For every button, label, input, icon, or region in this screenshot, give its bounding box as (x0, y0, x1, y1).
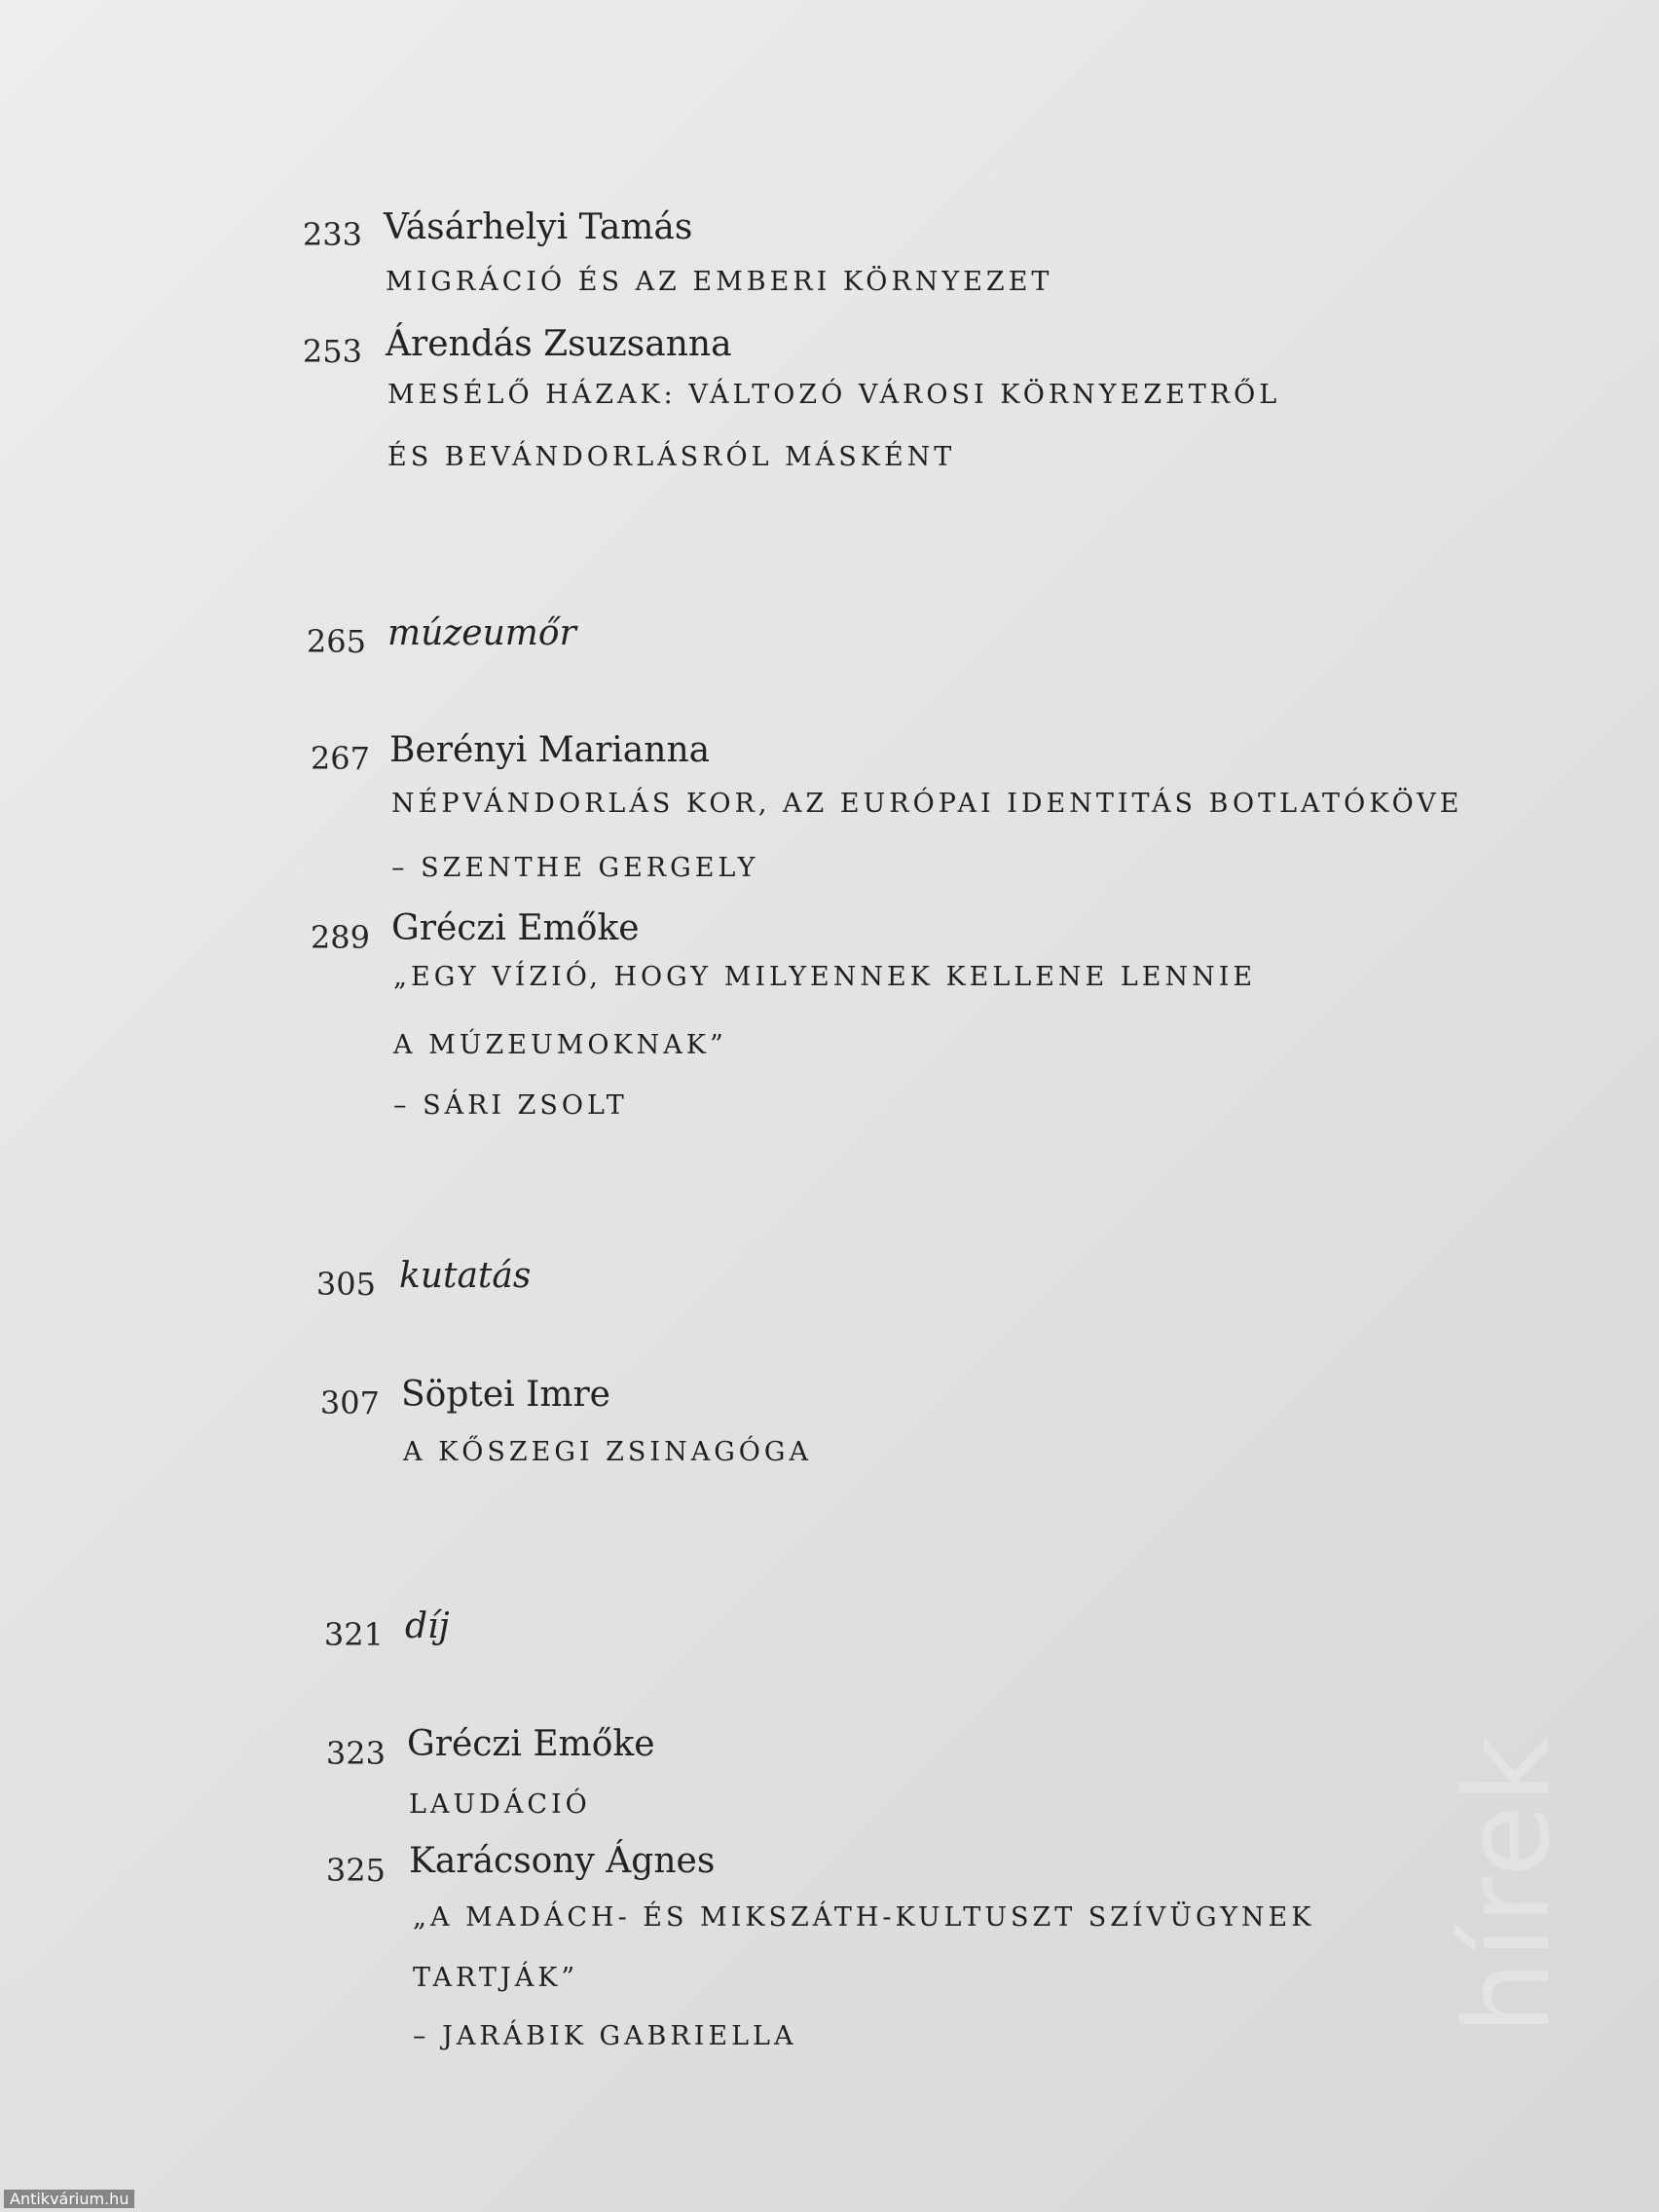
article-title: LAUDÁCIÓ (409, 1789, 591, 1820)
author-name: Árendás Zsuzsanna (386, 324, 732, 364)
page-number: 289 (310, 919, 370, 956)
author-name: Söptei Imre (401, 1375, 610, 1415)
article-title: NÉPVÁNDORLÁS KOR, AZ EURÓPAI IDENTITÁS BOTLATÓKÖVE (391, 789, 1463, 819)
article-title-continued: A MÚZEUMOKNAK” (393, 1030, 727, 1060)
author-name: Vásárhelyi Tamás (384, 207, 693, 247)
page-number: 321 (323, 1616, 384, 1653)
article-title: A KŐSZEGI ZSINAGÓGA (403, 1437, 812, 1467)
article-title: MIGRÁCIÓ ÉS AZ EMBERI KÖRNYEZET (386, 267, 1053, 297)
section-heading: múzeumőr (387, 613, 576, 653)
section-heading: kutatás (399, 1256, 532, 1296)
author-name: Gréczi Emőke (407, 1724, 655, 1764)
article-title: MESÉLŐ HÁZAK: VÁLTOZÓ VÁROSI KÖRNYEZETRŐL (387, 380, 1281, 410)
article-subtitle: – JARÁBIK GABRIELLA (413, 2021, 797, 2051)
section-heading: díj (405, 1606, 450, 1646)
author-name: Gréczi Emőke (391, 908, 640, 948)
author-name: Karácsony Ágnes (409, 1841, 716, 1881)
article-title-continued: ÉS BEVÁNDORLÁSRÓL MÁSKÉNT (387, 442, 956, 472)
page-number: 265 (306, 623, 366, 660)
page-number: 253 (302, 333, 362, 370)
page-number: 323 (325, 1735, 386, 1772)
rotated-section-word: hírek (1441, 1733, 1576, 2035)
article-subtitle: – SÁRI ZSOLT (393, 1090, 628, 1121)
site-credit: Antikvárium.hu (4, 2190, 134, 2208)
article-title: „EGY VÍZIÓ, HOGY MILYENNEK KELLENE LENNIE (393, 962, 1257, 992)
page-number: 233 (302, 216, 362, 253)
page-number: 267 (310, 740, 370, 777)
page-number: 325 (325, 1852, 386, 1889)
article-title: „A MADÁCH- ÉS MIKSZÁTH-KULTUSZT SZÍVÜGYNEK (413, 1902, 1315, 1933)
article-title-continued: TARTJÁK” (413, 1963, 579, 1993)
page-number: 307 (319, 1384, 380, 1421)
author-name: Berényi Marianna (389, 730, 711, 770)
article-subtitle: – SZENTHE GERGELY (391, 853, 759, 883)
page-number: 305 (315, 1266, 376, 1303)
